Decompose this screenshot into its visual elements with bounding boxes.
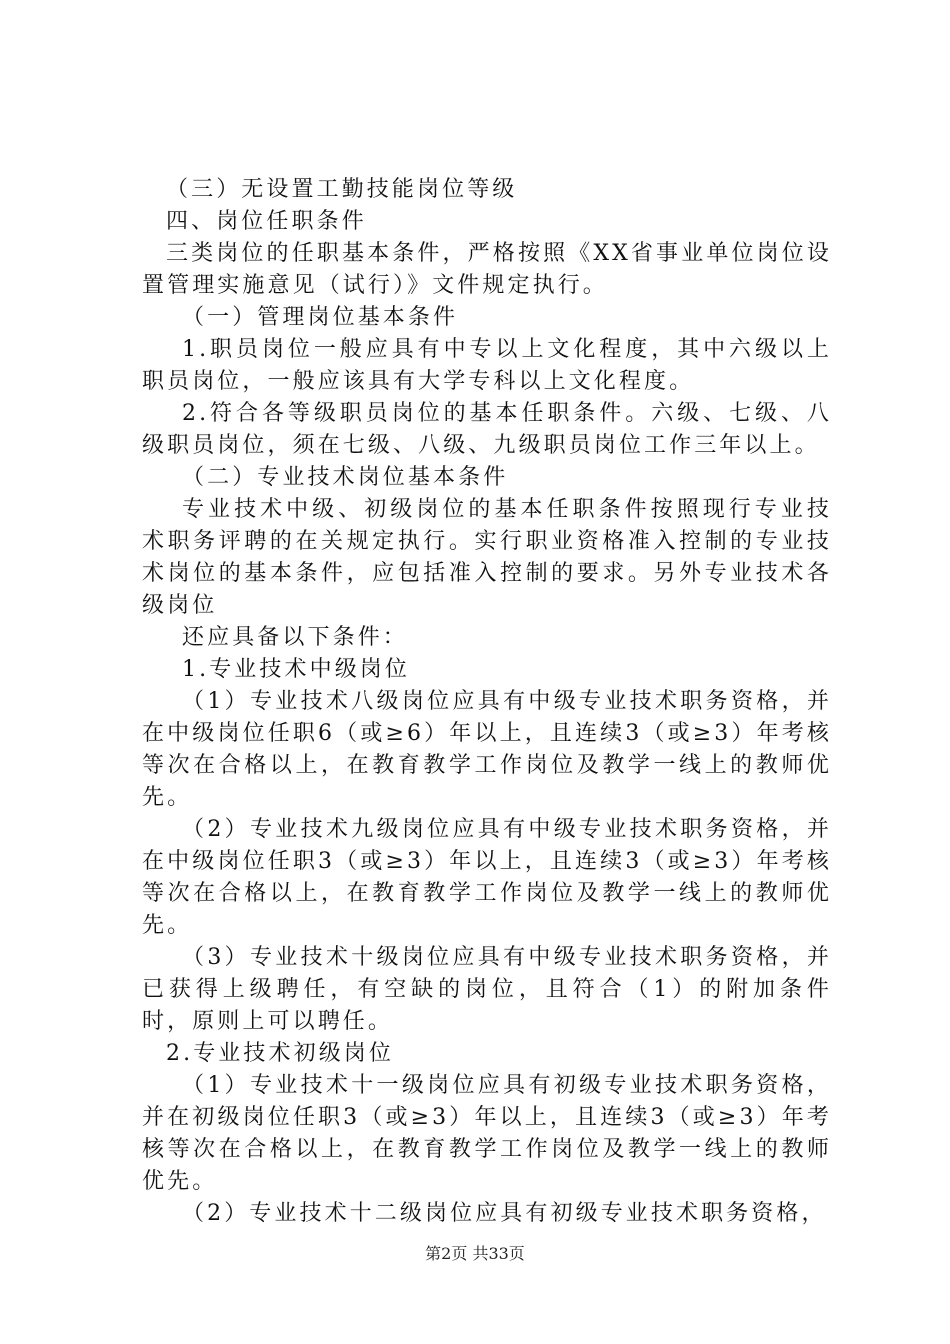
paragraph-heading-4: 四、岗位任职条件 (166, 209, 367, 234)
paragraph-item-1: 1.职员岗位一般应具有中专以上文化程度，其中六级以上职员岗位，一般应该具有大学专科以上文化程度。 (142, 337, 832, 394)
paragraph-additional: 还应具备以下条件： (182, 625, 408, 650)
paragraph-junior-2: （2）专业技术十二级岗位应具有初级专业技术职务资格， (182, 1201, 827, 1226)
paragraph-subheading-2: （二）专业技术岗位基本条件 (182, 465, 509, 490)
paragraph-junior-1: （1）专业技术十一级岗位应具有初级专业技术职务资格，并在初级岗位任职3（或≥3）年以上，且连续3（或≥3）年考核等次在合格以上，在教育教学工作岗位及教学一线上的教师优先。 (142, 1073, 832, 1194)
paragraph-item-2: 2.符合各等级职员岗位的基本任职条件。六级、七级、八级职员岗位，须在七级、八级、九级职员岗位工作三年以上。 (142, 401, 832, 458)
paragraph-mid-level-1: （1）专业技术八级岗位应具有中级专业技术职务资格，并在中级岗位任职6（或≥6）年以上，且连续3（或≥3）年考核等次在合格以上，在教育教学工作岗位及教学一线上的教师优先。 (142, 689, 832, 810)
page-number-footer: 第2页 共33页 (425, 1244, 525, 1263)
paragraph-junior-heading: 2.专业技术初级岗位 (166, 1041, 394, 1066)
paragraph-intro: 三类岗位的任职基本条件，严格按照《XX省事业单位岗位设置管理实施意见（试行）》文件规定执行。 (142, 241, 832, 298)
paragraph-subheading-1: （一）管理岗位基本条件 (182, 305, 459, 330)
paragraph-mid-level-2: （2）专业技术九级岗位应具有中级专业技术职务资格，并在中级岗位任职3（或≥3）年以上，且连续3（或≥3）年考核等次在合格以上，在教育教学工作岗位及教学一线上的教师优先。 (142, 817, 832, 938)
document-body (142, 174, 832, 1230)
paragraph-section-3: （三）无设置工勤技能岗位等级 (166, 177, 518, 202)
paragraph-mid-level-3: （3）专业技术十级岗位应具有中级专业技术职务资格，并已获得上级聘任，有空缺的岗位，且符合（1）的附加条件时，原则上可以聘任。 (142, 945, 832, 1034)
paragraph-tech-basic: 专业技术中级、初级岗位的基本任职条件按照现行专业技术职务评聘的在关规定执行。实行职业资格准入控制的专业技术岗位的基本条件，应包括准入控制的要求。另外专业技术各级岗位 (142, 497, 832, 618)
paragraph-mid-level-heading: 1.专业技术中级岗位 (182, 657, 410, 682)
